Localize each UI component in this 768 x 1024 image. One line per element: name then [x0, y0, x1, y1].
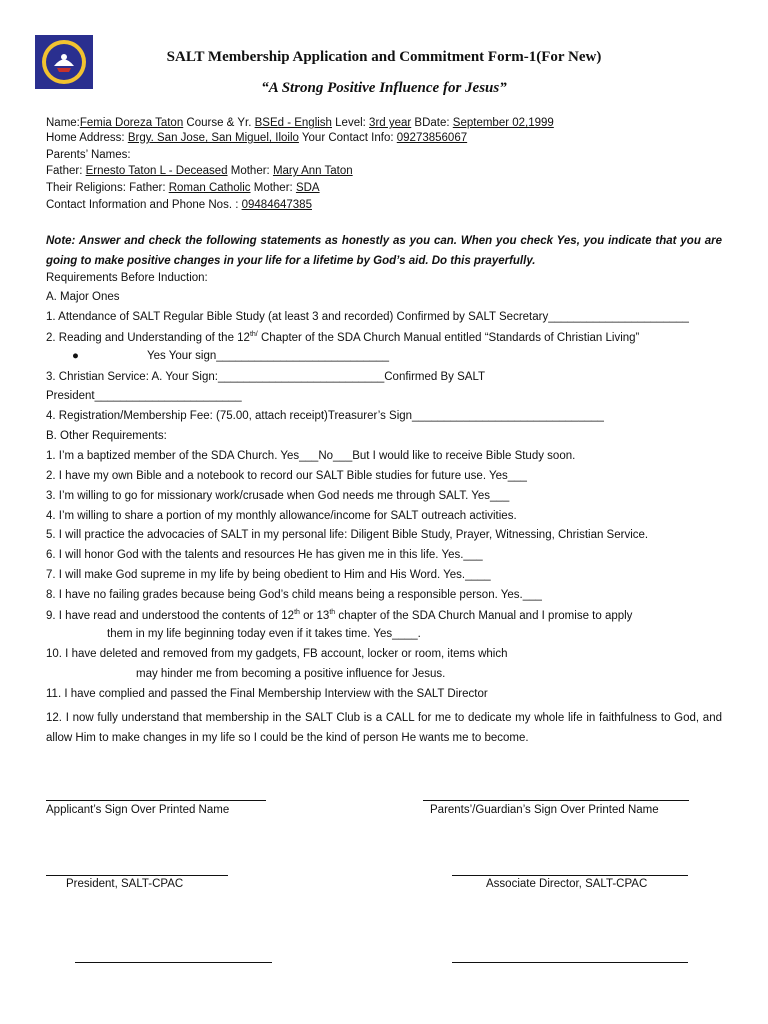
form-motto: “A Strong Positive Influence for Jesus” — [261, 80, 507, 96]
other-item-4: 4. I’m willing to share a portion of my monthly allowance/income for SALT outreach activities. — [46, 510, 517, 522]
other-item-11: 11. I have complied and passed the Final Membership Interview with the SALT Director — [46, 688, 488, 700]
other-item-5: 5. I will practice the advocacies of SALT in my personal life: Diligent Bible Study, Prayer, Witnessing, Christian Service. — [46, 529, 649, 541]
applicant-sign-line — [46, 800, 266, 801]
religions-label: Their Religions: Father: — [46, 182, 169, 194]
other-item-9-cont: them in my life beginning today even if it takes time. Yes____. — [107, 628, 421, 640]
bullet: ● — [72, 350, 79, 362]
other-heading: B. Other Requirements: — [46, 430, 167, 442]
president-sign-label: President, SALT-CPAC — [66, 878, 184, 890]
father-label: Father: — [46, 165, 86, 177]
associate-sign-label: Associate Director, SALT-CPAC — [486, 878, 648, 890]
major-item-2 — [46, 331, 639, 344]
applicant-name-row — [46, 117, 554, 129]
mother-religion: SDA — [295, 182, 320, 194]
major-item-3: 3. Christian Service: A. Your Sign:__________________________Confirmed By SALT — [46, 371, 486, 383]
requirements-heading: Requirements Before Induction: — [46, 272, 208, 284]
applicant-sign-label: Applicant’s Sign Over Printed Name — [46, 804, 230, 816]
major-item-2-sup: th/ — [249, 331, 258, 338]
parents-sign-line — [423, 800, 689, 801]
other-item-10: 10. I have deleted and removed from my gadgets, FB account, locker or room, items which — [46, 648, 508, 660]
major-item-4: 4. Registration/Membership Fee: (75.00, attach receipt)Treasurer’s Sign______________________________ — [46, 410, 604, 422]
other-item-9-sup-a: th — [294, 609, 300, 616]
major-item-2-text: 2. Reading and Understanding of the 12 — [46, 331, 250, 344]
other-item-9-mid: or 13 — [299, 609, 330, 622]
course-label: Course & Yr. — [183, 117, 255, 129]
level-label: Level: — [331, 117, 370, 129]
mother-name: Mary Ann Taton — [272, 165, 353, 177]
other-item-12: 12. I now fully understand that membership in the SALT Club is a CALL for me to dedicate my whole life in faithfulness to God, and allow Him to make changes in my life so I could be the kind of person He wants me to become. — [46, 712, 722, 744]
address-label: Home Address: — [46, 132, 128, 144]
other-item-9-text: 9. I have read and understood the contents of 12 — [46, 609, 295, 622]
yes-your-sign: Yes Your sign___________________________ — [147, 350, 389, 362]
name-label: Name: — [46, 117, 80, 129]
other-item-2: 2. I have my own Bible and a notebook to record our SALT Bible studies for future use. Yes___ — [46, 470, 527, 482]
bdate-label: BDate: — [411, 117, 453, 129]
major-item-2-rest: Chapter of the SDA Church Manual entitled “Standards of Christian Living” — [257, 331, 640, 344]
applicant-level: 3rd year — [369, 117, 412, 129]
other-item-7: 7. I will make God supreme in my life by being obedient to Him and His Word. Yes.____ — [46, 569, 491, 581]
applicant-course: BSEd - English — [254, 117, 332, 129]
father-religion: Roman Catholic — [168, 182, 251, 194]
phone-row — [46, 199, 312, 211]
father-name: Ernesto Taton L - Deceased — [85, 165, 228, 177]
other-item-10-cont: may hinder me from becoming a positive influence for Jesus. — [136, 668, 446, 680]
parents-sign-label: Parents’/Guardian’s Sign Over Printed Name — [430, 804, 659, 816]
other-item-9-rest: chapter of the SDA Church Manual and I promise to apply — [335, 609, 633, 622]
other-item-3: 3. I’m willing to go for missionary work/crusade when God needs me through SALT. Yes___ — [46, 490, 510, 502]
major-heading: A. Major Ones — [46, 291, 120, 303]
president-sign-line — [46, 875, 228, 876]
extra-sign-line-right — [452, 962, 688, 963]
other-item-8: 8. I have no failing grades because being God’s child means being a responsible person. Yes.___ — [46, 589, 542, 601]
applicant-phone: 09484647385 — [241, 199, 312, 211]
other-item-9-sup-b: th — [329, 609, 336, 616]
mother-religion-label: Mother: — [250, 182, 296, 194]
instructions-note: Note: Answer and check the following statements as honestly as you can. When you check Yes, you indicate that you are going to make positive changes in your life for a lifetime by God’s aid. Do this prayerfully. — [46, 235, 722, 267]
major-item-3-president: President_______________________ — [46, 390, 242, 402]
other-item-6: 6. I will honor God with the talents and resources He has given me in this life. Yes.___ — [46, 549, 483, 561]
extra-sign-line-left — [75, 962, 272, 963]
phone-label: Contact Information and Phone Nos. : — [46, 199, 242, 211]
other-item-9 — [46, 609, 632, 622]
applicant-name: Femia Doreza Taton — [79, 117, 184, 129]
applicant-address: Brgy. San Jose, San Miguel, Iloilo — [127, 132, 299, 144]
other-item-1: 1. I’m a baptized member of the SDA Church. Yes___No___But I would like to receive Bible Study soon. — [46, 450, 576, 462]
address-row — [46, 132, 467, 144]
contact-label: Your Contact Info: — [298, 132, 397, 144]
applicant-bdate: September 02,1999 — [452, 117, 554, 129]
applicant-contact: 09273856067 — [396, 132, 468, 144]
religions-row — [46, 182, 320, 194]
form-title: SALT Membership Application and Commitment Form-1(For New) — [166, 49, 602, 65]
parents-label: Parents’ Names: — [46, 149, 131, 161]
associate-sign-line — [452, 875, 688, 876]
parents-row — [46, 165, 353, 177]
mother-label: Mother: — [227, 165, 273, 177]
major-item-1: 1. Attendance of SALT Regular Bible Study (at least 3 and recorded) Confirmed by SALT Secretary______________________ — [46, 311, 689, 323]
